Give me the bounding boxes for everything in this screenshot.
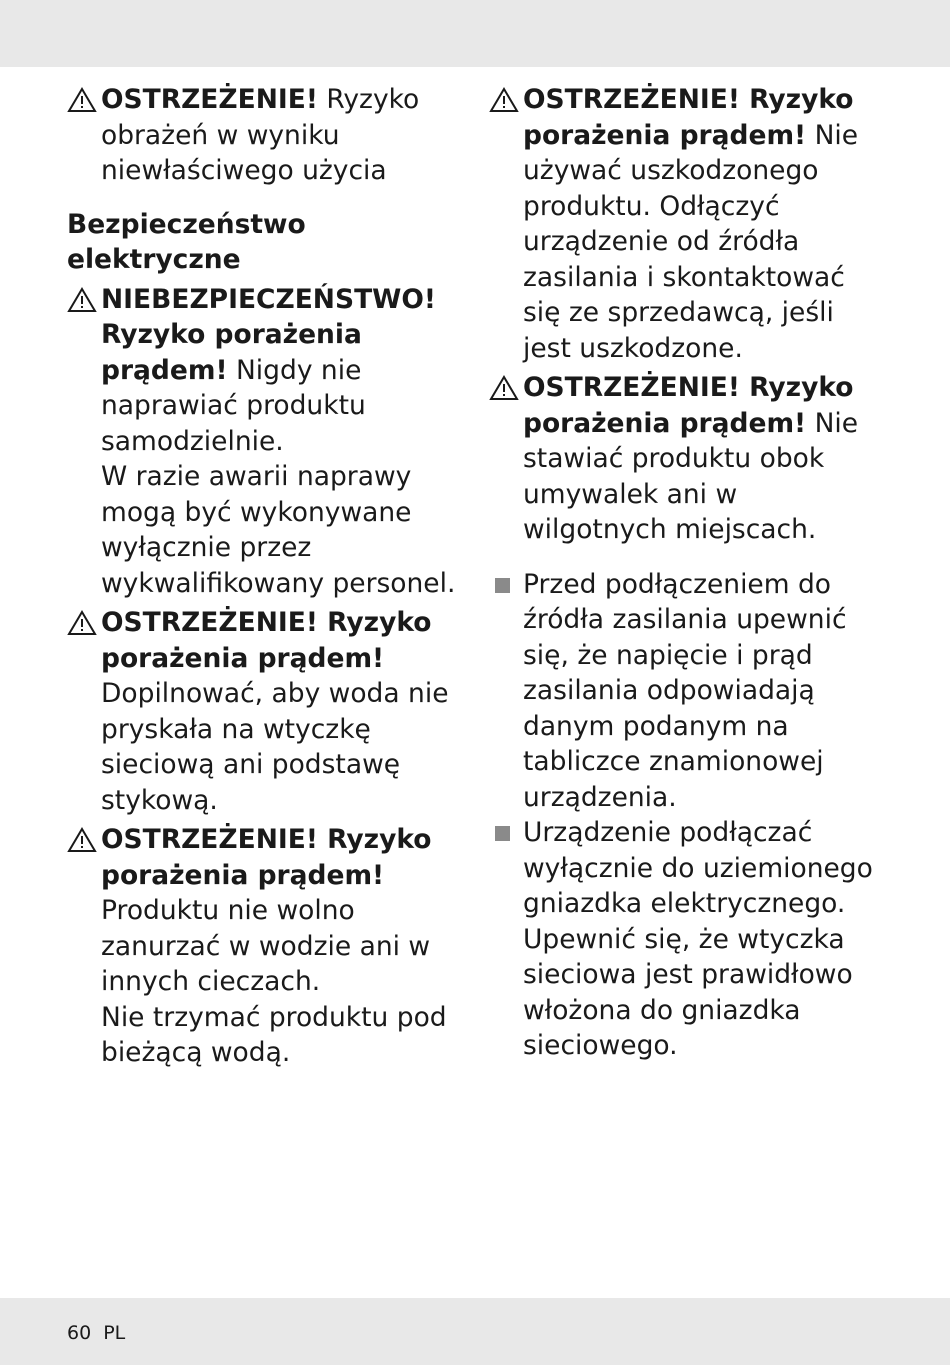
- warning-triangle-icon: [489, 86, 519, 114]
- left-column: [67, 82, 462, 1075]
- danger-text: Nigdy nie naprawiać produktu samodzielnie.: [101, 354, 366, 457]
- warning-text: Ryzyko obrażeń w wyniku niewłaściwego użycia: [101, 84, 420, 186]
- danger-repair: [67, 282, 462, 602]
- warning-label: OSTRZEŻENIE!: [101, 84, 318, 115]
- warning-text: Nie stawiać produktu obok umywalek ani w wilgotnych miejscach.: [523, 407, 859, 545]
- warning-label: OSTRZEŻENIE! Ryzyko porażenia prądem!: [523, 372, 854, 439]
- warning-triangle-icon: [67, 86, 97, 114]
- warning-label: OSTRZEŻENIE! Ryzyko porażenia prądem!: [523, 84, 854, 151]
- footer-band: [0, 1298, 950, 1365]
- danger-text-2: W razie awarii naprawy mogą być wykonywane wyłącznie przez wykwalifikowany personel.: [101, 461, 456, 599]
- square-bullet-icon: [495, 578, 510, 593]
- list-item-text: Urządzenie podłączać wyłącznie do uziemionego gniazdka elektrycznego. Upewnić się, że wtyczka sieciowa jest prawidłowo włożona do gniazdka sieciowego.: [523, 817, 873, 1061]
- warning-triangle-icon: [67, 609, 97, 637]
- list-item: [489, 567, 884, 816]
- warning-wet-places: [489, 370, 884, 548]
- warning-triangle-icon: [67, 286, 97, 314]
- warning-triangle-icon: [489, 374, 519, 402]
- right-column: [489, 82, 884, 1064]
- warning-text: Produktu nie wolno zanurzać w wodzie ani w innych cieczach.: [101, 895, 431, 997]
- warning-splash: [67, 605, 462, 818]
- warning-label: OSTRZEŻENIE! Ryzyko porażenia prądem!: [101, 607, 432, 674]
- warning-misuse: [67, 82, 462, 189]
- warning-text: Dopilnować, aby woda nie pryskała na wtyczkę sieciową ani podstawę stykową.: [101, 678, 449, 816]
- list-item: [489, 815, 884, 1064]
- section-heading: Bezpieczeństwo elektryczne: [67, 208, 306, 275]
- page-number: 60: [67, 1322, 92, 1344]
- list-item-text: Przed podłączeniem do źródła zasilania upewnić się, że napięcie i prąd zasilania odpowiadają danym podanym na tabliczce znamionowej urządzenia.: [523, 568, 847, 813]
- square-bullet-icon: [495, 826, 510, 841]
- warning-immerse: [67, 822, 462, 1071]
- warning-text: Nie używać uszkodzonego produktu. Odłączyć urządzenie od źródła zasilania i skontaktować się ze sprzedawcą, jeśli jest uszkodzone.: [523, 119, 859, 364]
- language-code: PL: [103, 1322, 126, 1344]
- warning-triangle-icon: [67, 826, 97, 854]
- header-band: [0, 0, 950, 67]
- warning-damaged: [489, 82, 884, 366]
- warning-label: OSTRZEŻENIE! Ryzyko porażenia prądem!: [101, 824, 432, 891]
- footer: [67, 1322, 137, 1344]
- danger-label: NIEBEZPIECZEŃSTWO! Ryzyko porażenia prądem!: [101, 283, 436, 386]
- warning-text-2: Nie trzymać produktu pod bieżącą wodą.: [101, 1001, 447, 1068]
